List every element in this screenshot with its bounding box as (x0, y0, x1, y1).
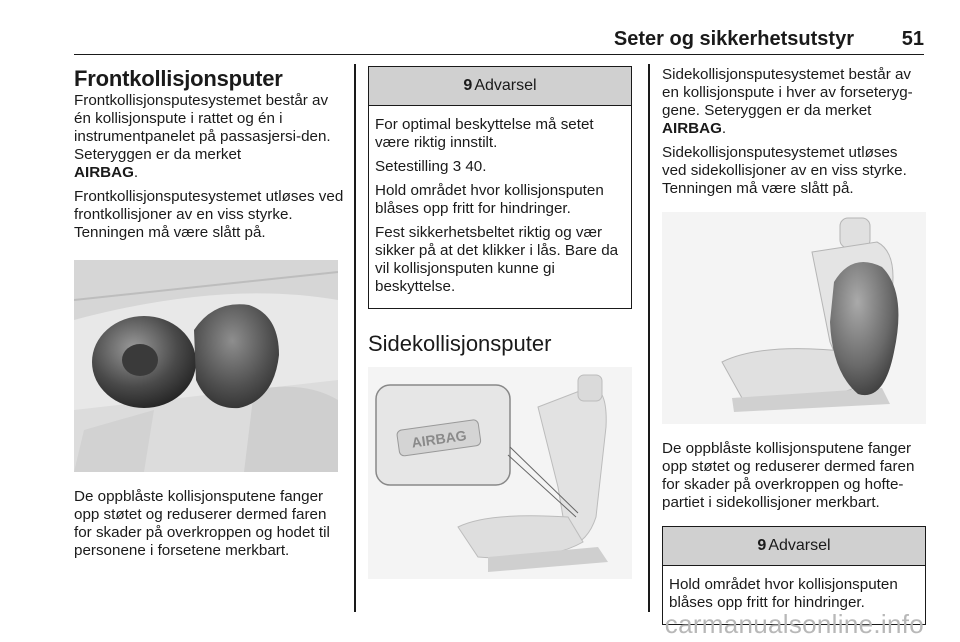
airbag-label: AIRBAG (74, 164, 134, 181)
page-number: 51 (901, 28, 924, 50)
warning-title: Advarsel (474, 77, 537, 94)
side-airbag-drawing (662, 212, 926, 424)
warning-triangle-icon: 9 (463, 77, 473, 94)
warning-triangle-icon: 9 (757, 537, 767, 554)
warning-body (369, 106, 631, 308)
watermark: carmanualsonline.info (664, 609, 924, 639)
seat-airbag-label-illustration (368, 367, 632, 579)
column-right (662, 66, 926, 625)
caption-side-airbags: De oppblåste kollisjonsputene fanger opp støtet og reduserer dermed faren for skader på overkroppen og hofte-partiet i sidekollisjoner merkbart. (662, 440, 915, 511)
warning-header (663, 527, 925, 566)
page-header (74, 28, 924, 55)
airbag-stitched-label: AIRBAG (410, 427, 468, 451)
warning-text-seat-adjust: For optimal beskyttelse må setet være riktig innstilt. (375, 116, 594, 151)
warning-text-keep-clear: Hold området hvor kollisjonsputen blåses opp fritt for hindringer. (669, 576, 898, 611)
paragraph-side-system: Sidekollisjonsputesystemet består av en kollisjonspute i hver av forseteryg-gene. Seteryggen er da merket AIRBAG. (662, 66, 913, 137)
column-divider-right (648, 64, 650, 612)
warning-text-seat-ref: Setestilling 3 40. (375, 158, 487, 175)
paragraph-front-trigger: Frontkollisjonsputesystemet utløses ved frontkollisjoner av en viss styrke. Tenningen må være slått på. (74, 188, 344, 241)
column-left (74, 66, 346, 566)
caption-front-airbags: De oppblåste kollisjonsputene fanger opp støtet og reduserer dermed faren for skader på overkroppen og hodet til personene i forsetene merkbart. (74, 488, 330, 559)
warning-box-seat (368, 66, 632, 309)
airbag-label: AIRBAG (662, 120, 722, 137)
paragraph-front-system: Frontkollisjonsputesystemet består av én kollisjonspute i rattet og én i instrumentpanelet på passasjersi-den. Seteryggen er da merket AIRBAG. (74, 92, 331, 181)
chapter-title: Seter og sikkerhetsutstyr (613, 28, 854, 50)
section-heading-side-airbags: Sidekollisjonsputer (368, 331, 552, 356)
column-middle (368, 66, 632, 595)
column-divider-left (354, 64, 356, 612)
warning-text-seatbelt: Fest sikkerhetsbeltet riktig og vær sikker på at det klikker i lås. Bare da vil kollisjonsputen kunne gi beskyttelse. (375, 224, 619, 295)
warning-text-keep-clear: Hold området hvor kollisjonsputen blåses opp fritt for hindringer. (375, 182, 604, 217)
section-heading-front-airbags: Frontkollisjonsputer (74, 66, 283, 91)
seat-label-drawing (368, 367, 632, 579)
warning-title: Advarsel (768, 537, 831, 554)
side-airbag-illustration (662, 212, 926, 424)
warning-header (369, 67, 631, 106)
page-reference-arrow-icon: 3 (452, 158, 462, 175)
paragraph-side-trigger: Sidekollisjonsputesystemet utløses ved sidekollisjoner av en viss styrke. Tenningen må være slått på. (662, 144, 907, 197)
front-airbags-drawing (74, 260, 338, 472)
front-airbags-illustration (74, 260, 338, 472)
